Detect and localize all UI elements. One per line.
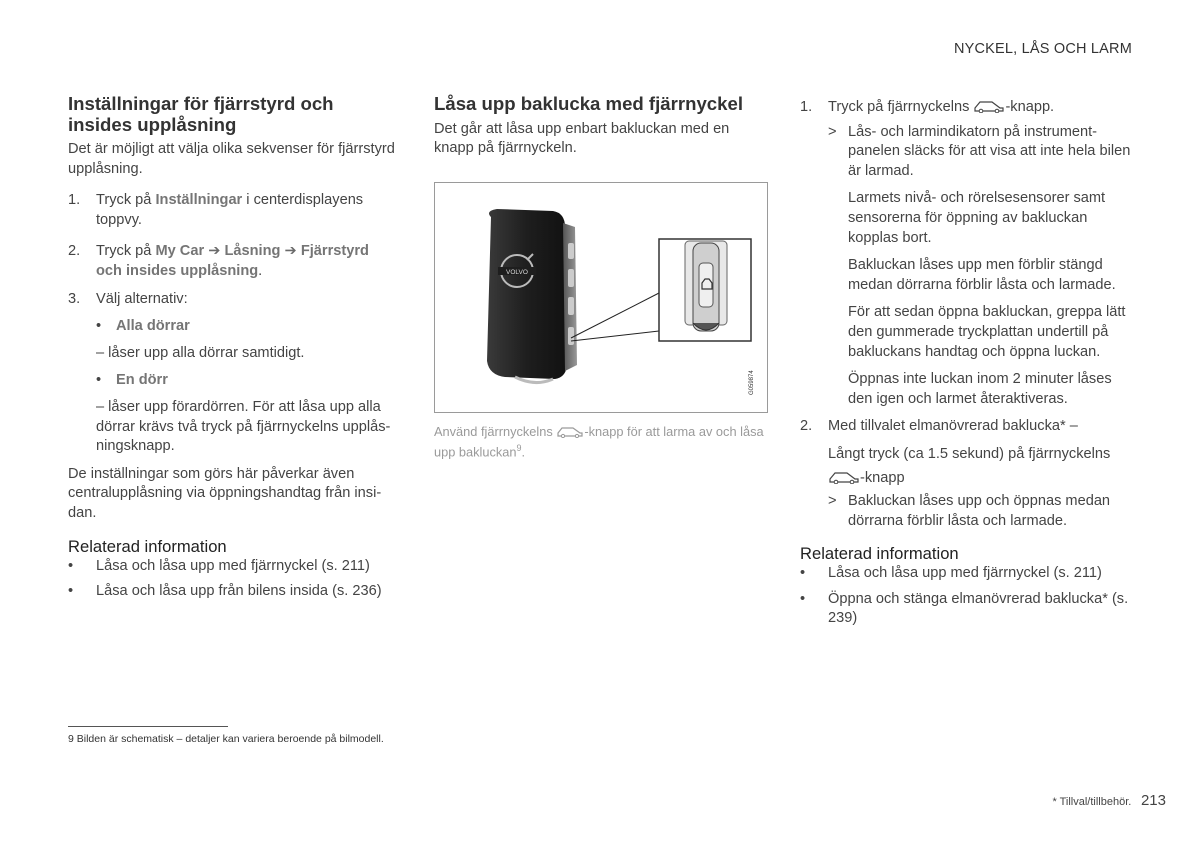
related-link[interactable]: • Låsa och låsa upp med fjärrnyckel (s. 211)	[800, 564, 1135, 584]
option-description: – låser upp alla dörrar samtidigt.	[96, 344, 305, 361]
step-text: Välj alternativ:	[96, 290, 188, 307]
related-info-title: Relaterad information	[68, 536, 227, 556]
remote-key-figure	[434, 182, 768, 413]
step-1	[68, 191, 398, 230]
result-2: > Bakluckan låses upp och öppnas medan dörrarna förblir låsta och larmade.	[800, 492, 1135, 531]
option-one-door	[96, 371, 398, 391]
related-link[interactable]: • Öppna och stänga elmanövrerad baklucka* (s. 239)	[800, 590, 1135, 629]
right-arrow-icon: ➔	[208, 243, 221, 260]
menu-label-lasning: Låsning	[224, 243, 281, 260]
svg-text:VOLVO: VOLVO	[506, 268, 528, 276]
result-marker: >	[828, 493, 837, 510]
figure-code: G059874	[749, 369, 755, 395]
car-tailgate-icon	[556, 426, 584, 438]
step-number: 2.	[68, 243, 81, 260]
page-footer	[1052, 792, 1166, 809]
car-tailgate-icon	[828, 471, 860, 484]
option-description: – låser upp förardörren. För att låsa upp alla dörrar krävs två tryck på fjärrnyckelns upplåsningsknapp.	[96, 398, 391, 455]
menu-label-fjarrstyrd: Fjärrstyrd och insides upplåsning	[96, 243, 369, 279]
step-number: 1.	[800, 99, 813, 115]
note-text: De inställningar som görs här påverkar även centralupplåsning via öppningshandtag från insidan.	[68, 465, 382, 521]
intro-text: Det går att låsa upp enbart bakluckan med en knapp på fjärrnyckeln.	[434, 120, 730, 157]
bullet: •	[96, 318, 102, 335]
bullet: •	[800, 590, 806, 607]
step-text: Med tillvalet elmanövrerad baklucka* –	[828, 418, 1078, 435]
step-text: Tryck på My Car ➔ Låsning ➔ Fjärrstyrd och insides upplåsning.	[96, 243, 369, 279]
related-link[interactable]: • Låsa och låsa upp med fjärrnyckel (s. 211)	[68, 557, 398, 577]
option-label: En dörr	[116, 372, 168, 389]
step-text: Tryck på fjärrnyckelns -knapp.	[828, 99, 1055, 115]
step-number: 1.	[68, 192, 81, 209]
section-header: NYCKEL, LÅS OCH LARM	[953, 41, 1132, 57]
step-3	[68, 290, 398, 310]
paragraph: Öppnas inte luckan inom 2 minuter låses den igen och larmet återaktiveras.	[848, 371, 1112, 407]
option-all-doors	[96, 317, 398, 337]
intro-text: Det är möjligt att välja olika sekvenser för fjärrstyrd upplåsning.	[68, 141, 395, 177]
paragraph: Bakluckan låses upp men förblir stängd medan dörrarna förblir låsta och larmade.	[848, 257, 1116, 293]
step-2	[800, 417, 1135, 437]
section-title-remote-unlock-settings: Inställningar för fjärrstyrd och insides upplåsning	[68, 93, 334, 135]
bullet: •	[68, 583, 74, 600]
column-left	[68, 94, 398, 602]
footnote-divider	[68, 726, 228, 727]
bullet: •	[68, 557, 74, 574]
step-number: 3.	[68, 290, 81, 307]
option-list	[68, 317, 398, 457]
paragraph: För att sedan öppna bakluckan, greppa lätt den gummerade tryckplattan undertill på bakluckans handtag och öppna luckan.	[848, 304, 1126, 360]
step-1	[800, 98, 1135, 118]
column-right	[800, 98, 1135, 629]
menu-label-installningar: Inställningar	[155, 192, 243, 209]
column-middle	[434, 94, 768, 460]
footnote-ref[interactable]: 9	[516, 442, 522, 453]
figure-caption: Använd fjärrnyckelns -knapp för att larma av och låsa upp bakluckan$^9$.	[434, 423, 764, 459]
step-2	[68, 242, 398, 281]
step-text: Tryck på Inställningar i centerdisplayens toppvy.	[96, 192, 364, 228]
footnote: 9 Bilden är schematisk – detaljer kan variera beroende på bilmodell.	[68, 733, 384, 745]
right-arrow-icon: ➔	[284, 243, 297, 260]
step-number: 2.	[800, 418, 813, 435]
menu-label-my-car: My Car	[155, 243, 205, 260]
paragraph: Långt tryck (ca 1.5 sekund) på fjärrnyckelns	[828, 445, 1111, 462]
section-title-unlock-tailgate: Låsa upp baklucka med fjärrnyckel	[434, 93, 743, 114]
remote-key-illustration	[435, 183, 767, 412]
result-block	[800, 123, 1135, 410]
paragraph: -knapp	[800, 469, 1135, 489]
result-1: > Lås- och larmindikatorn på instrumentpanelen släcks för att visa att inte hela bilen är larmad.	[828, 123, 1135, 182]
car-tailgate-icon	[973, 100, 1005, 113]
related-link[interactable]: • Låsa och låsa upp från bilens insida (s. 236)	[68, 582, 398, 602]
result-marker: >	[828, 123, 837, 140]
option-label: Alla dörrar	[116, 318, 190, 335]
bullet: •	[96, 372, 102, 389]
paragraph: Larmets nivå- och rörelsesensorer samt sensorerna för öppning av bakluckan kopplas bort.	[848, 190, 1106, 246]
bullet: •	[800, 565, 806, 582]
option-note: * Tillval/tillbehör.	[1052, 796, 1132, 808]
related-info-title: Relaterad information	[800, 544, 959, 564]
page-number: 213	[1140, 792, 1166, 809]
